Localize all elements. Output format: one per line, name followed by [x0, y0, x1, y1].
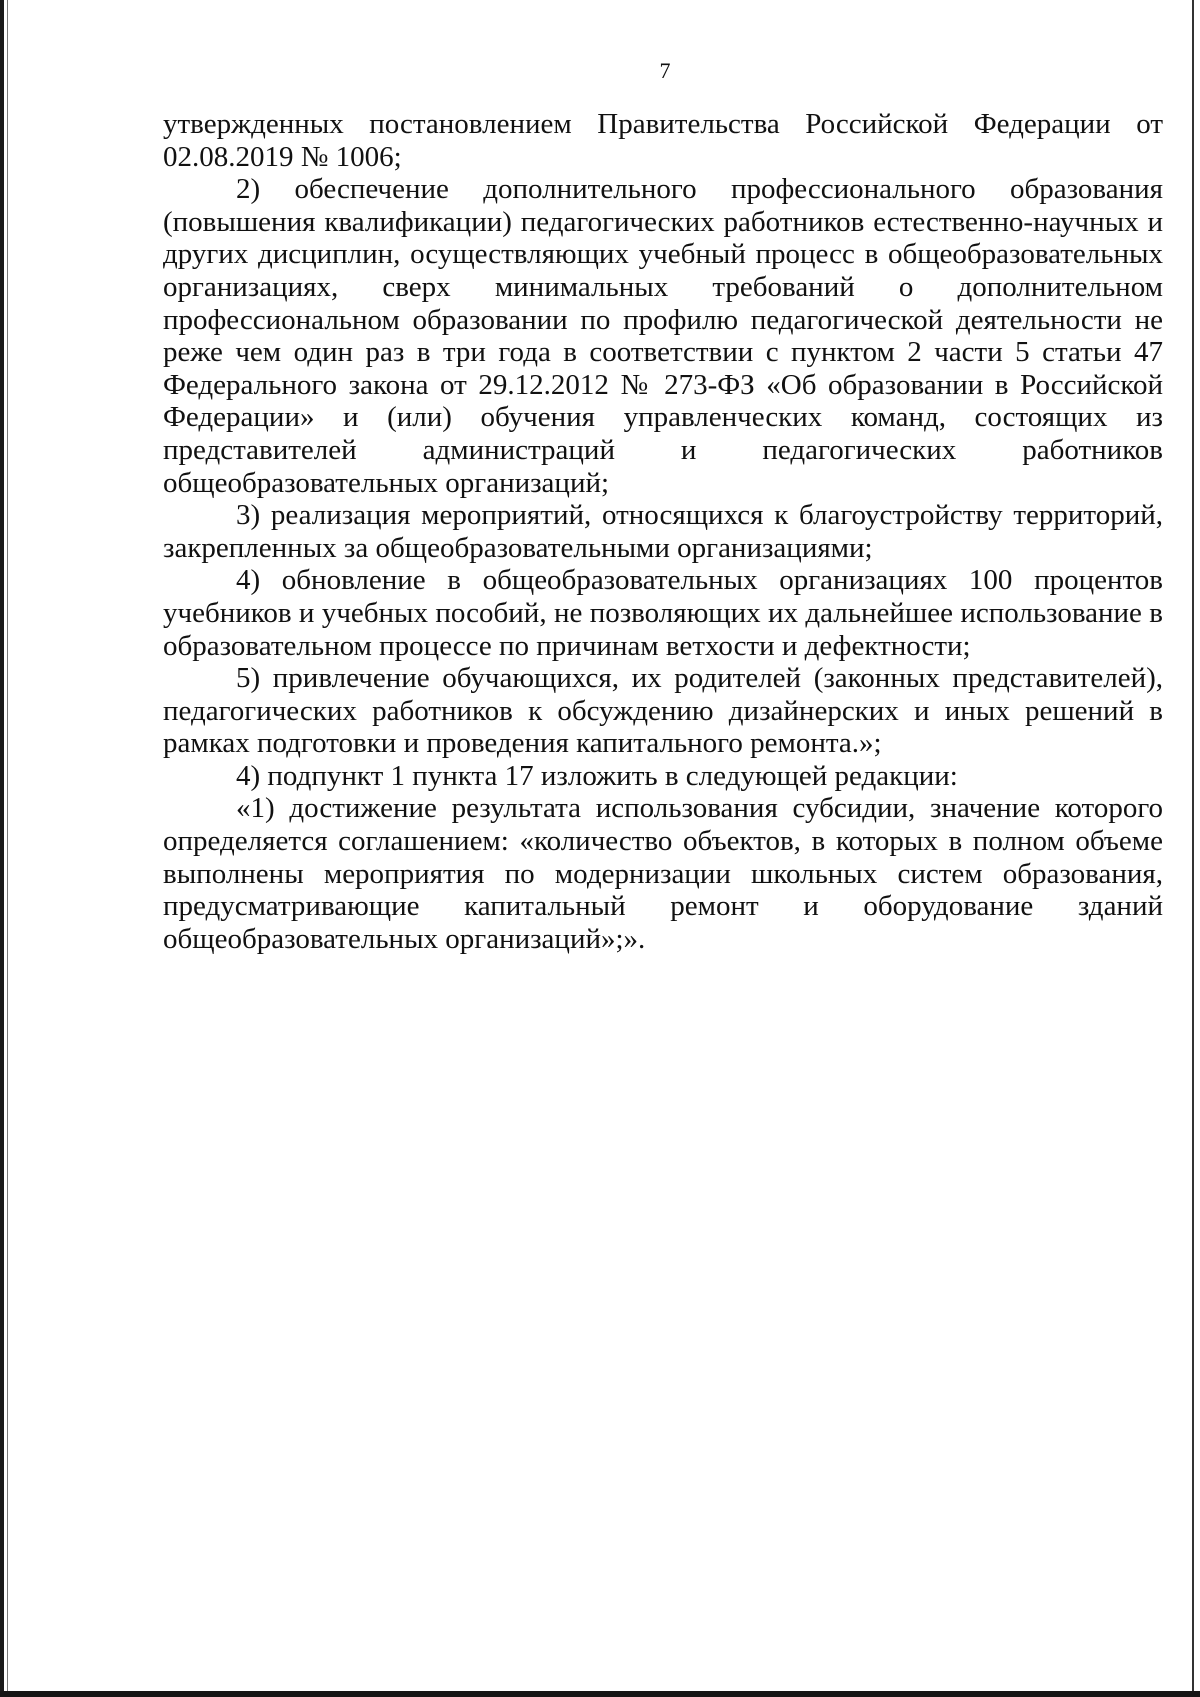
- paragraph: «1) достижение результата использования субсидии, значение которого определяется соглашением: «количество объектов, в которых в полном объеме выполнены мероприятия по модернизации школьных систем образования, предусматривающие капитальный ремонт и оборудование зданий общеобразовательных организаций»;».: [163, 792, 1163, 955]
- scan-edge-right: [1192, 0, 1194, 1697]
- paragraph: 4) обновление в общеобразовательных организациях 100 процентов учебников и учебных пособий, не позволяющих их дальнейшее использование в образовательном процессе по причинам ветхости и дефектности;: [163, 564, 1163, 662]
- scan-edge-left-line: [7, 0, 8, 1697]
- document-body: [163, 108, 1163, 955]
- scan-edge-bottom: [0, 1691, 1200, 1697]
- paragraph: утвержденных постановлением Правительства Российской Федерации от 02.08.2019 № 1006;: [163, 108, 1163, 173]
- scan-edge-left: [0, 0, 4, 1697]
- page-number: 7: [659, 58, 671, 83]
- paragraph: 4) подпункт 1 пункта 17 изложить в следующей редакции:: [236, 759, 958, 792]
- paragraph: 2) обеспечение дополнительного профессионального образования (повышения квалификации) педагогических работников естественно-научных и других дисциплин, осуществляющих учебный процесс в общеобразовательных организациях, сверх минимальных требований о дополнительном профессиональном образовании по профилю педагогической деятельности не реже чем один раз в три года в соответствии с пунктом 2 части 5 статьи 47 Федерального закона от 29.12.2012 № 273-ФЗ «Об образовании в Российской Федерации» и (или) обучения управленческих команд, состоящих из представителей администраций и педагогических работников общеобразовательных организаций;: [163, 173, 1163, 499]
- paragraph: 3) реализация мероприятий, относящихся к благоустройству территорий, закрепленных за общеобразовательными организациями;: [163, 499, 1163, 564]
- paragraph: 5) привлечение обучающихся, их родителей (законных представителей), педагогических работников к обсуждению дизайнерских и иных решений в рамках подготовки и проведения капитального ремонта.»;: [163, 662, 1163, 760]
